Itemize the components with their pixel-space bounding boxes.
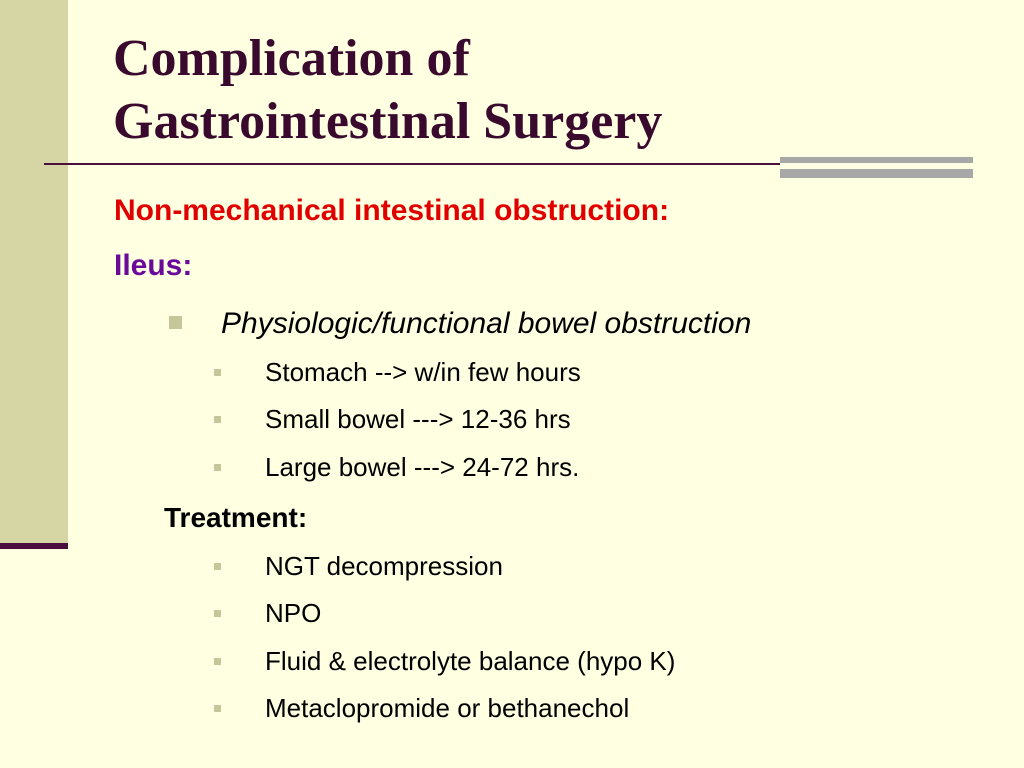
title-accent-bar-bottom xyxy=(780,169,973,178)
title-accent-bar-top xyxy=(780,157,973,163)
treatment-item-text: NGT decompression xyxy=(265,551,503,581)
left-accent-bar xyxy=(0,0,68,544)
bullet-square xyxy=(214,563,221,570)
level1-bullet-text: Physiologic/functional bowel obstruction xyxy=(221,307,752,340)
slide-title-line1: Complication of xyxy=(113,30,470,87)
heading-ileus: Ileus: xyxy=(114,249,193,282)
slide-title xyxy=(113,27,662,153)
ileus-item-text: Stomach --> w/in few hours xyxy=(265,357,581,387)
bullet-square xyxy=(214,705,221,712)
treatment-item-text: Metaclopromide or bethanechol xyxy=(265,693,630,723)
treatment-heading: Treatment: xyxy=(164,502,308,533)
bullet-square xyxy=(214,369,221,376)
treatment-item-text: Fluid & electrolyte balance (hypo K) xyxy=(265,646,676,676)
treatment-item-text: NPO xyxy=(265,598,322,628)
slide-title-line2: Gastrointestinal Surgery xyxy=(113,93,663,150)
ileus-item-text: Large bowel ---> 24-72 hrs. xyxy=(265,452,580,482)
bullet-square xyxy=(214,658,221,665)
title-underline xyxy=(44,163,780,165)
heading-non-mechanical: Non-mechanical intestinal obstruction: xyxy=(114,194,670,227)
left-accent-line xyxy=(0,543,68,549)
ileus-item-text: Small bowel ---> 12-36 hrs xyxy=(265,404,571,434)
bullet-square xyxy=(214,610,221,617)
bullet-square xyxy=(214,416,221,423)
bullet-square xyxy=(214,464,221,471)
bullet-square-large xyxy=(169,316,182,329)
